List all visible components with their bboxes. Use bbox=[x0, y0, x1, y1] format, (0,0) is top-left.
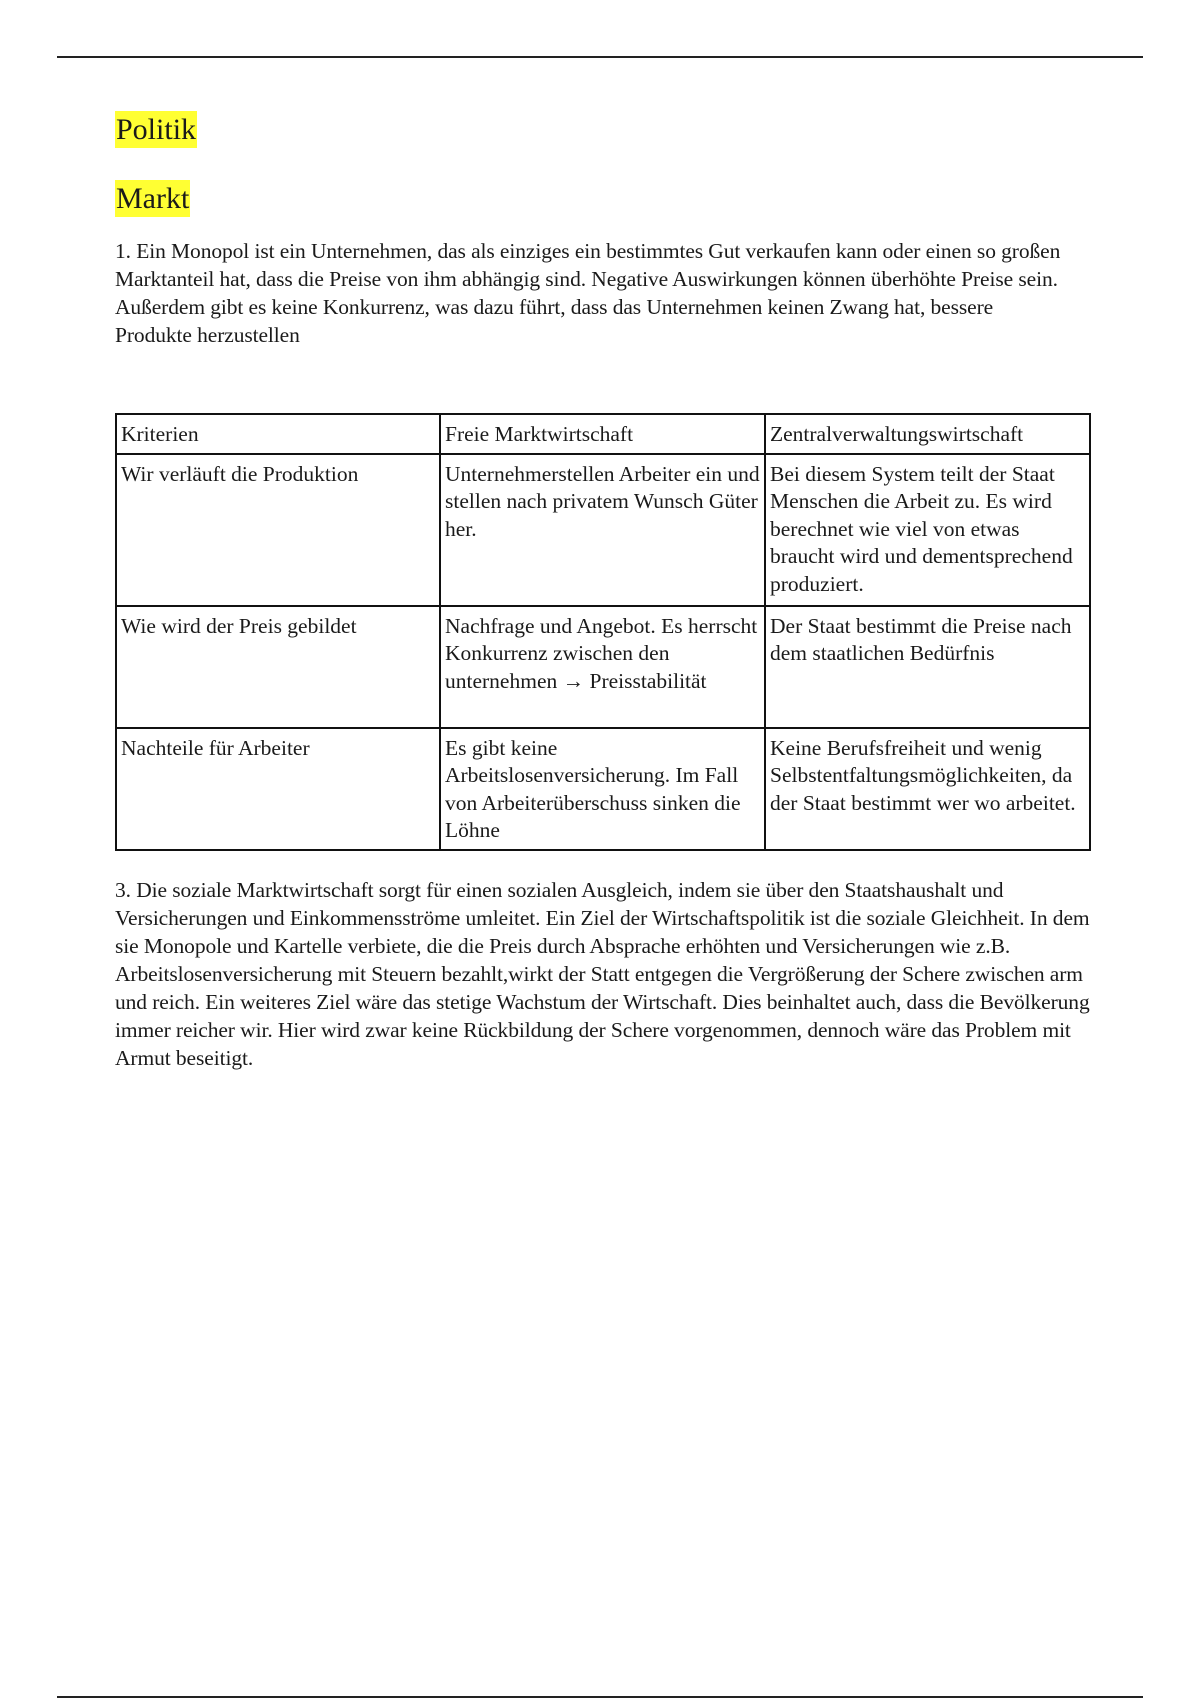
heading-subtitle-text: Markt bbox=[116, 182, 190, 215]
table-header-row bbox=[116, 414, 1090, 454]
page-top-rule bbox=[57, 56, 1143, 58]
table-cell: Nachfrage und Angebot. Es herrscht Konkurrenz zwischen den unternehmen → Preisstabilität bbox=[440, 606, 765, 728]
table-cell: Wie wird der Preis gebildet bbox=[116, 606, 440, 728]
table-cell: Es gibt keine Arbeitslosenversicherung. Im Fall von Arbeiterüberschuss sinken die Löhne bbox=[440, 728, 765, 850]
heading-subtitle bbox=[115, 179, 1090, 219]
table-cell: Unternehmerstellen Arbeiter ein und stellen nach privatem Wunsch Güter her. bbox=[440, 454, 765, 606]
table-row bbox=[116, 606, 1090, 728]
table-row bbox=[116, 728, 1090, 850]
table-cell: Bei diesem System teilt der Staat Menschen die Arbeit zu. Es wird berechnet wie viel von etwas braucht wird und dementsprechend produziert. bbox=[765, 454, 1090, 606]
page-bottom-rule bbox=[57, 1696, 1143, 1698]
table-cell: Nachteile für Arbeiter bbox=[116, 728, 440, 850]
heading-title-text: Politik bbox=[116, 113, 197, 146]
paragraph-soziale-marktwirtschaft: 3. Die soziale Marktwirtschaft sorgt für einen sozialen Ausgleich, indem sie über den Staatshaushalt und Versicherungen und Einkommensströme umleitet. Ein Ziel der Wirtschaftspolitik ist die soziale Gleichheit. In dem sie Monopole und Kartelle verbiete, die die Preis durch Absprache erhöhten und Versicherungen wie z.B. Arbeitslosenversicherung mit Steuern bezahlt,wirkt der Statt entgegen die Vergrößerung der Schere zwischen arm und reich. Ein weiteres Ziel wäre das stetige Wachstum der Wirtschaft. Dies beinhaltet auch, dass die Bevölkerung immer reicher wir. Hier wird zwar keine Rückbildung der Schere vorgenommen, dennoch wäre das Problem mit Armut beseitigt. bbox=[115, 878, 1090, 1070]
table-header-cell: Zentralverwaltungswirtschaft bbox=[765, 414, 1090, 454]
table-cell: Keine Berufsfreiheit und wenig Selbstentfaltungsmöglichkeiten, da der Staat bestimmt wer wo arbeitet. bbox=[765, 728, 1090, 850]
heading-title bbox=[115, 110, 1090, 150]
table-header-cell: Freie Marktwirtschaft bbox=[440, 414, 765, 454]
document-body bbox=[115, 110, 1090, 349]
comparison-table bbox=[115, 413, 1091, 851]
paragraph-monopol: 1. Ein Monopol ist ein Unternehmen, das als einziges ein bestimmtes Gut verkaufen kann oder einen so großen Marktanteil hat, dass die Preise von ihm abhängig sind. Negative Auswirkungen können überhöhte Preise sein. Außerdem gibt es keine Konkurrenz, was dazu führt, dass das Unternehmen keinen Zwang hat, bessere Produkte herzustellen bbox=[115, 239, 1061, 347]
table-cell: Wir verläuft die Produktion bbox=[116, 454, 440, 606]
table-row bbox=[116, 454, 1090, 606]
table-cell: Der Staat bestimmt die Preise nach dem staatlichen Bedürfnis bbox=[765, 606, 1090, 728]
table-header-cell: Kriterien bbox=[116, 414, 440, 454]
